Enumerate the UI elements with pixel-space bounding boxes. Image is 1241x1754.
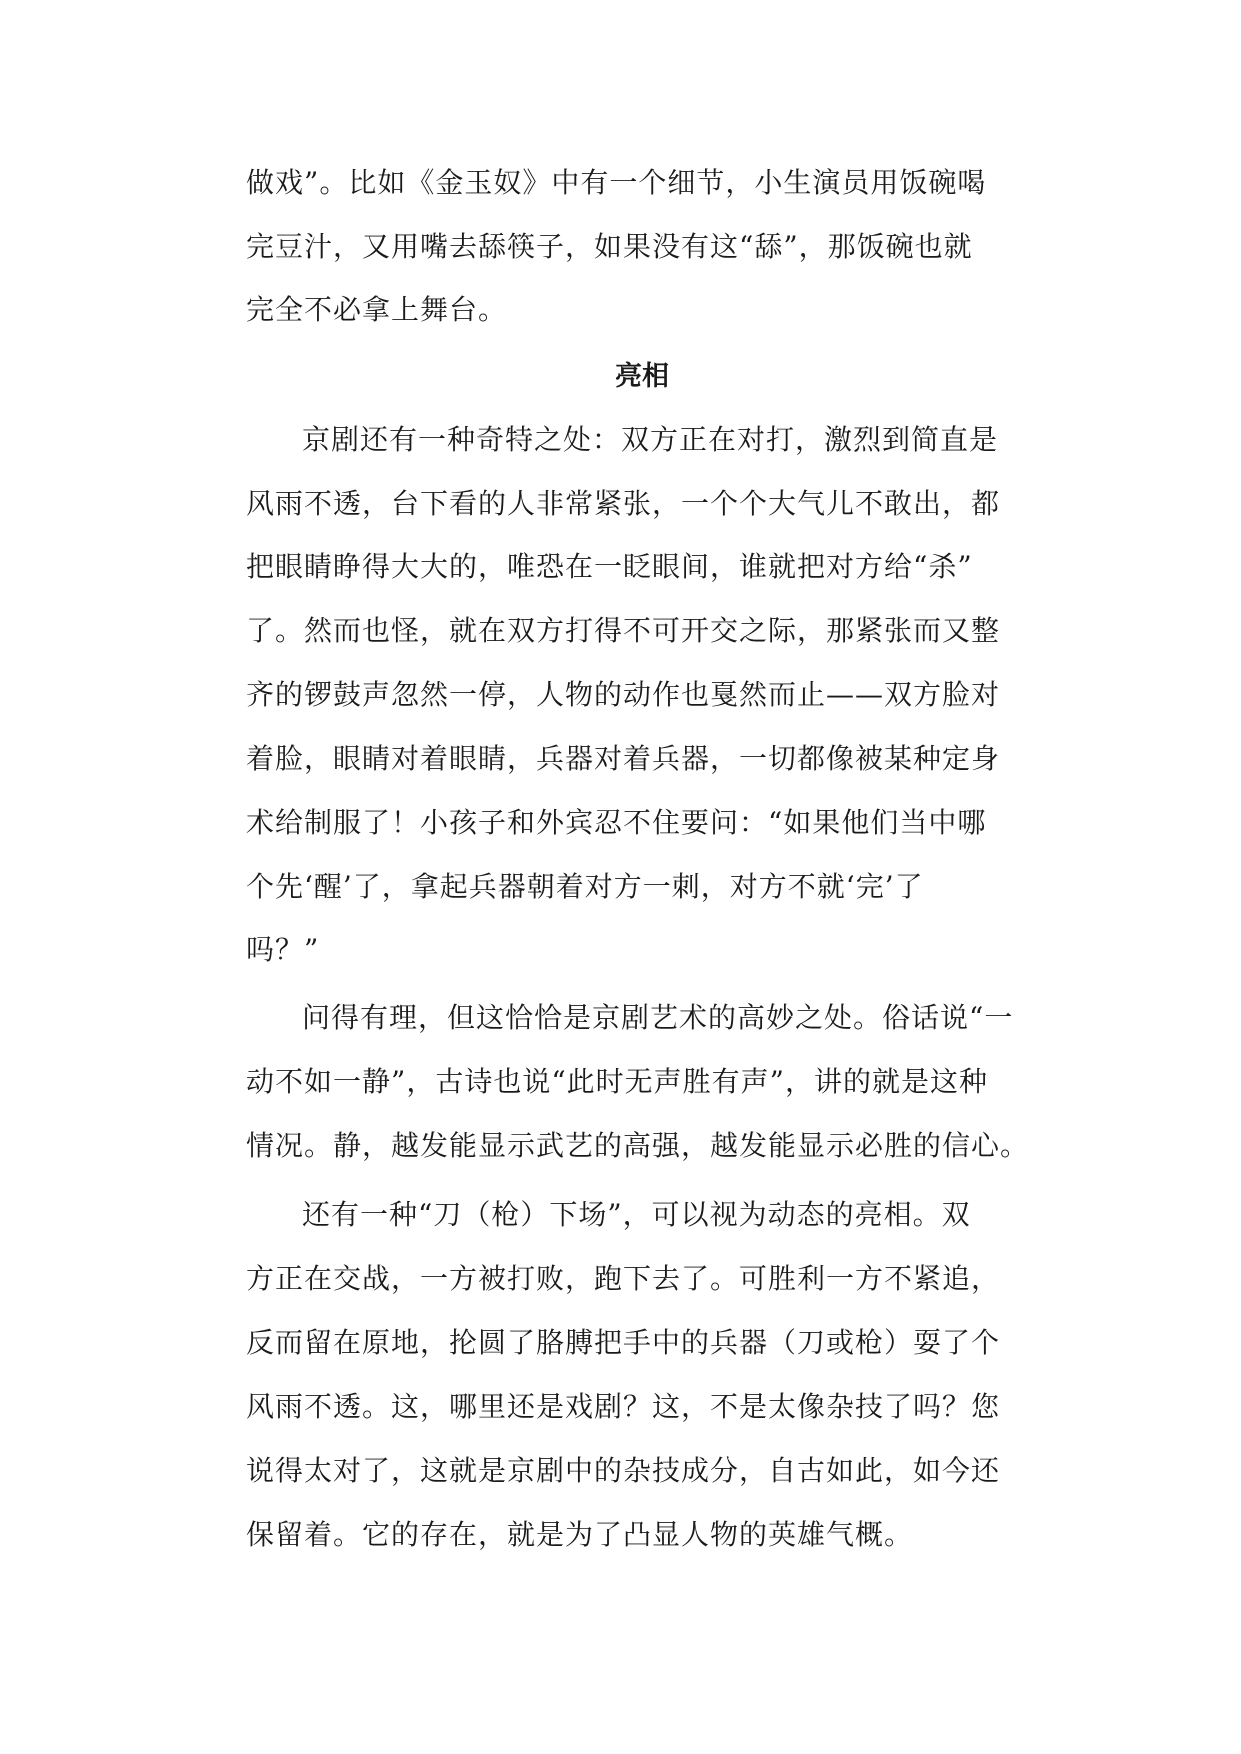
- body-text-line: 说得太对了，这就是京剧中的杂技成分，自古如此，如今还: [246, 1454, 1001, 1487]
- body-text-line: 情况。静，越发能显示武艺的高强，越发能显示必胜的信心。: [246, 1129, 1030, 1162]
- body-text-line: 了。然而也怪，就在双方打得不可开交之际，那紧张而又整: [246, 614, 1001, 647]
- body-text-line: 把眼睛睁得大大的，唯恐在一眨眼间，谁就把对方给“杀”: [246, 550, 973, 583]
- body-text-line: 还有一种“刀（枪）下场”，可以视为动态的亮相。双: [302, 1198, 971, 1231]
- body-text-line: 个先‘醒’了，拿起兵器朝着对方一刺，对方不就‘完’了: [246, 870, 924, 903]
- body-text-line: 做戏”。比如《金玉奴》中有一个细节，小生演员用饭碗喝: [246, 166, 987, 199]
- body-text-line: 着脸，眼睛对着眼睛，兵器对着兵器，一切都像被某种定身: [246, 742, 1001, 775]
- body-text-line: 保留着。它的存在，就是为了凸显人物的英雄气概。: [246, 1518, 914, 1551]
- body-text-line: 反而留在原地，抡圆了胳膊把手中的兵器（刀或枪）耍了个: [246, 1326, 1001, 1359]
- body-text-line: 方正在交战，一方被打败，跑下去了。可胜利一方不紧追，: [246, 1262, 1001, 1295]
- body-text-line: 问得有理，但这恰恰是京剧艺术的高妙之处。俗话说“一: [302, 1001, 1014, 1034]
- body-text-line: 京剧还有一种奇特之处：双方正在对打，激烈到简直是: [302, 423, 999, 456]
- body-text-line: 动不如一静”，古诗也说“此时无声胜有声”，讲的就是这种: [246, 1065, 988, 1098]
- body-text-line: 风雨不透。这，哪里还是戏剧？这，不是太像杂技了吗？您: [246, 1390, 1001, 1423]
- body-text-line: 术给制服了！小孩子和外宾忍不住要问：“如果他们当中哪: [246, 806, 987, 839]
- body-text-line: 完全不必拿上舞台。: [246, 293, 508, 326]
- body-text-line: 风雨不透，台下看的人非常紧张，一个个大气儿不敢出，都: [246, 487, 1001, 520]
- section-heading: 亮相: [615, 361, 669, 392]
- body-text-line: 吗？”: [246, 933, 320, 966]
- body-text-line: 完豆汁，又用嘴去舔筷子，如果没有这“舔”，那饭碗也就: [246, 230, 973, 263]
- body-text-line: 齐的锣鼓声忽然一停，人物的动作也戛然而止——双方脸对: [246, 678, 1001, 711]
